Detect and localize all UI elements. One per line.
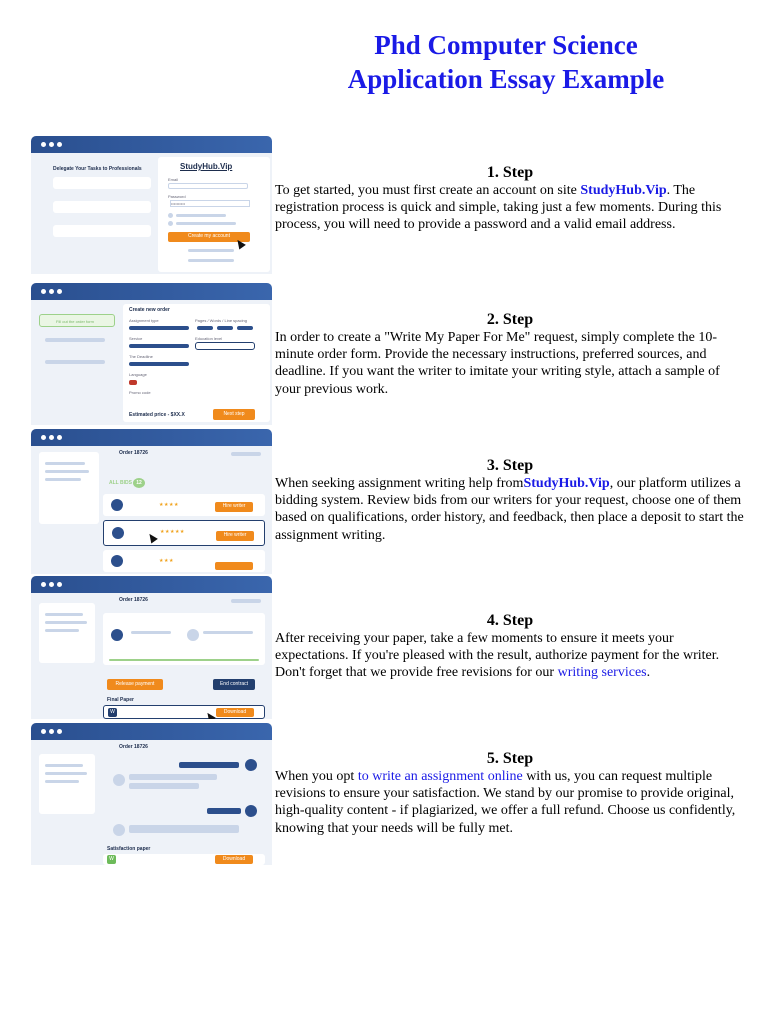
bids-count-badge: 12 [133,478,145,488]
email-field[interactable] [168,183,248,189]
step-1 [275,163,745,234]
hire-writer-button[interactable]: Hire writer [216,531,254,541]
placeholder-line [176,222,236,225]
satisfaction-paper-label: Satisfaction paper [107,846,151,852]
step-heading: 5. Step [486,750,534,767]
chat-attachment [129,825,239,833]
pages-field[interactable] [197,326,213,330]
step-label: Fill out the order form [56,319,95,324]
checkbox[interactable] [168,221,173,226]
language-label: Language [129,372,147,377]
password-label: Password [168,194,186,199]
file-icon: W [107,855,116,864]
rating-stars-icon: ★★★ [159,558,174,564]
order-number: Order 18726 [119,450,148,456]
writer-avatar [112,527,124,539]
estimated-price: Estimated price - $XX.X [129,412,185,418]
chat-bubble-in [129,783,199,789]
writing-services-link[interactable]: writing services [557,665,647,681]
step-text-part: When you opt [275,769,358,784]
flag-icon [129,380,137,385]
window-bar [31,283,272,300]
brand-logo: StudyHub.Vip [180,162,233,171]
studyhub-link[interactable]: StudyHub.Vip [523,476,610,491]
sidebar-panel [39,754,95,814]
hire-writer-button[interactable] [215,562,253,570]
placeholder-line [45,764,83,767]
placeholder-line [231,599,261,603]
step-4 [275,611,745,682]
release-payment-button[interactable]: Release payment [107,679,163,690]
create-account-button[interactable]: Create my account [168,232,250,242]
chat-bubble-out [207,808,241,814]
window-bar [31,723,272,740]
placeholder-card [53,201,151,213]
assignment-type-label: Assignment type [129,318,159,323]
step-text-part: To get started, you must first create an account on site [275,183,581,198]
words-field[interactable] [217,326,233,330]
bid-row[interactable] [103,550,265,572]
window-bar [31,136,272,153]
assignment-type-field[interactable] [129,326,189,330]
write-assignment-link[interactable]: to write an assignment online [357,769,523,784]
spacing-field[interactable] [237,326,253,330]
rating-stars-icon: ★★★★★ [160,529,185,535]
user-avatar [245,805,257,817]
pages-label: Pages / Words / Line spacing [195,318,247,323]
hire-writer-button[interactable]: Hire writer [215,502,253,512]
window-bar [31,429,272,446]
password-field[interactable]: •••••••••• [170,200,250,207]
step-text [275,182,745,234]
step-text [275,768,745,837]
placeholder-line [45,780,79,783]
step-text-part: After receiving your paper, take a few moments to ensure it meets your expectations. If you're pleased with the result, authorize payment for the writer. Don't forget that we provide free revisions for our [275,631,720,681]
placeholder-line [231,452,261,456]
placeholder-line [45,462,85,465]
step-text: In order to create a "Write My Paper For Me" request, simply complete the 10-minute order form. Provide the necessary instructions, preferred sources, and deadline. If you want the writer to imitate your writing style, attach a sample of your previous work. [275,330,720,397]
rating-stars-icon: ★★★★ [159,502,179,508]
placeholder-line [188,259,234,262]
step-heading: 1. Step [486,164,534,181]
screenshot-bids [31,429,272,574]
word-file-icon: W [108,708,117,717]
end-contract-button[interactable]: End contract [213,679,255,690]
step-text [275,630,745,682]
step-text-part: . The registration process is quick and simple, taking just a few moments. During this process, you will need to provide a password and a valid email address. [275,183,722,233]
placeholder-line [45,613,83,616]
placeholder-line [45,772,87,775]
title-line-1: Phd Computer Science [374,30,638,60]
download-button[interactable]: Download [215,855,253,864]
step-heading: 2. Step [486,311,534,328]
placeholder-line [45,360,105,364]
placeholder-line [188,249,234,252]
sidebar-panel [39,452,99,524]
education-field[interactable] [195,342,255,350]
step-text [275,475,745,544]
user-avatar [245,759,257,771]
step-text-part: When seeking assignment writing help from [275,476,524,491]
window-bar [31,576,272,593]
step-text-part: , our platform utilizes a bidding system. Review bids from our writers for your request, choose one of them based on qualifications, order history, and feedback, then place a deposit to start the assignment writing. [275,476,744,543]
promo-label: Promo code [129,390,151,395]
placeholder-card [53,225,151,237]
placeholder-line [45,629,79,632]
title-line-2: Application Essay Example [347,64,665,94]
next-step-button[interactable]: Next step [213,409,255,420]
writer-avatar [113,824,125,836]
writer-avatar [111,499,123,511]
service-label: Service [129,336,143,341]
service-field[interactable] [129,344,189,348]
step-3 [275,456,745,544]
email-label: Email [168,177,179,182]
writer-panel [103,613,265,665]
step-text-part: . [646,665,651,681]
avatar [187,629,199,641]
placeholder-line [131,631,171,634]
bid-row-selected[interactable] [103,520,265,546]
writer-avatar [111,555,123,567]
screenshot-order-form [31,283,272,425]
step-heading: 4. Step [486,612,534,629]
delegate-heading: Delegate Your Tasks to Professionals [53,166,142,172]
chat-bubble-in [129,774,217,780]
order-number: Order 18726 [119,597,148,603]
cursor-icon [204,711,216,719]
chat-bubble-out [179,762,239,768]
placeholder-line [176,214,226,217]
register-form [158,157,270,272]
placeholder-line [203,631,253,634]
step-5 [275,749,745,837]
studyhub-link[interactable]: StudyHub.Vip [580,183,667,198]
step-item-active[interactable] [39,314,115,327]
progress-bar [109,659,259,661]
placeholder-card [53,177,151,189]
writer-avatar [113,774,125,786]
order-number: Order 18726 [119,744,148,750]
screenshot-payment [31,576,272,719]
cursor-icon [146,532,158,544]
screenshot-revisions [31,723,272,865]
satisfaction-paper-row[interactable] [103,854,265,865]
placeholder-line [45,470,89,473]
step-text-part: with us, you can request multiple revisions to ensure your satisfaction. We stand by our promise to provide original, high-quality content - if plagiarized, we offer a full refund. Choose us confidently, knowing that your needs will be fully met. [275,769,736,836]
writer-avatar [111,629,123,641]
order-form [123,304,270,422]
checkbox[interactable] [168,213,173,218]
step-heading: 3. Step [486,457,534,474]
form-heading: Create new order [129,307,170,313]
bid-row[interactable] [103,494,265,516]
placeholder-line [45,338,105,342]
sidebar-panel [39,603,95,663]
screenshot-register [31,136,272,274]
deadline-label: The Deadline [129,354,153,359]
download-button[interactable]: Download [216,708,254,717]
deadline-field[interactable] [129,362,189,366]
education-label: Education level [195,336,223,341]
placeholder-line [45,621,87,624]
bids-label: ALL BIDS [109,480,132,486]
placeholder-line [45,478,81,481]
final-paper-label: Final Paper [107,697,134,703]
step-2 [275,310,745,398]
page-title [250,28,762,96]
final-paper-row[interactable] [103,705,265,719]
